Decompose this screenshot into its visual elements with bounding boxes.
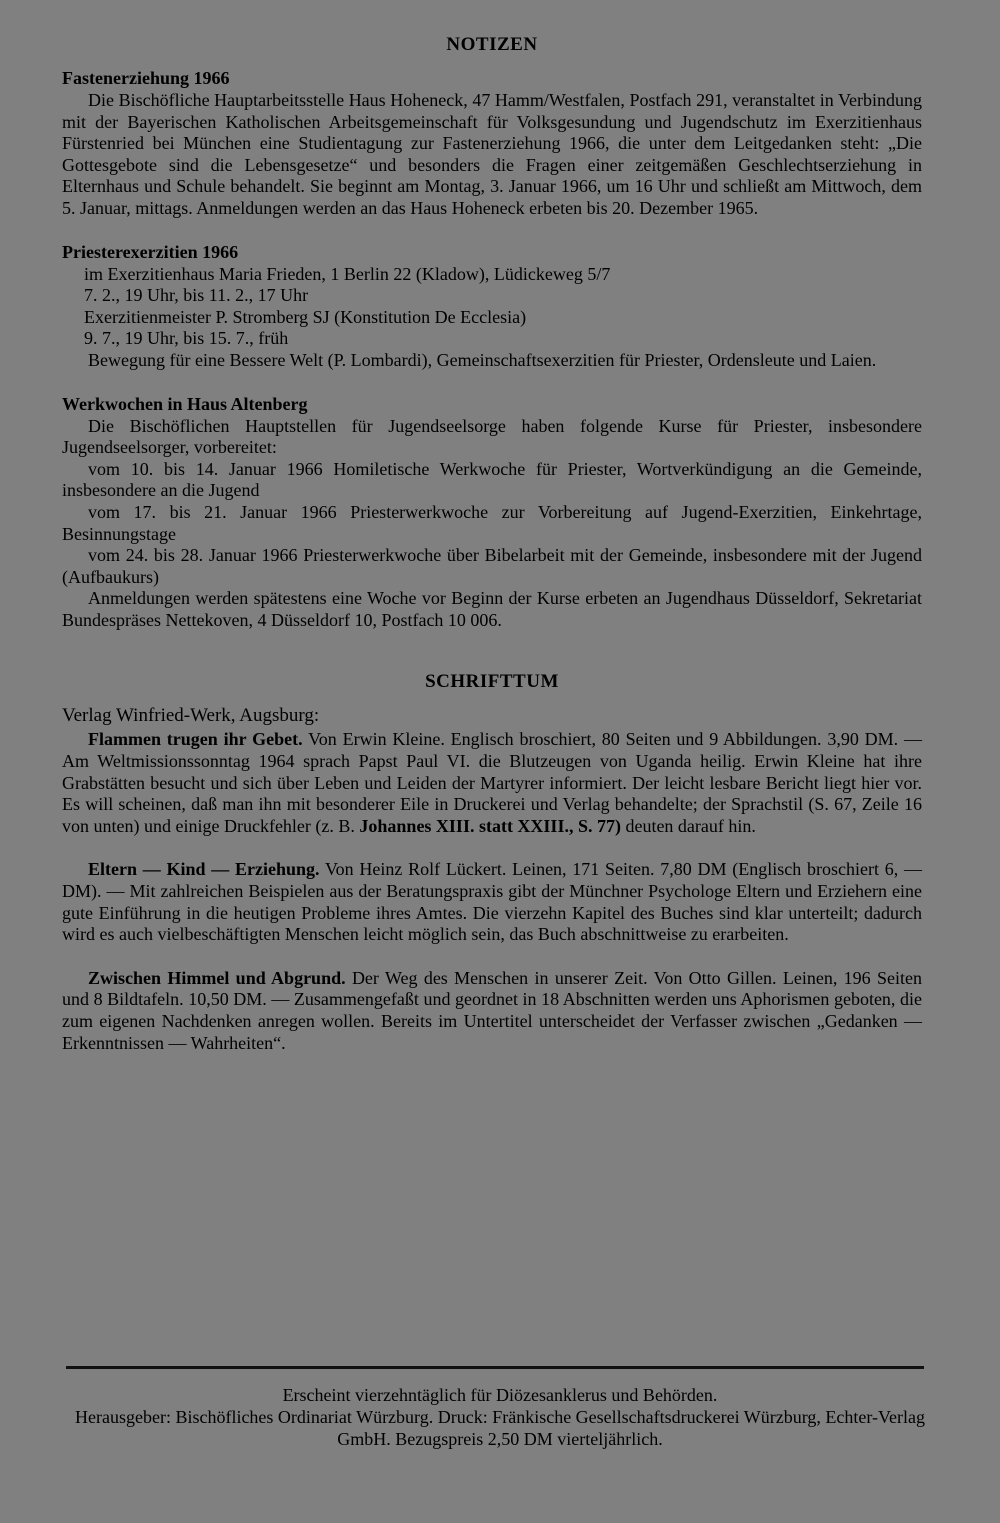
section-heading: Werkwochen in Haus Altenberg: [62, 393, 308, 414]
schedule-line: Exerzitienmeister P. Stromberg SJ (Konstitution De Ecclesia): [84, 306, 527, 327]
section-heading: Priesterexerzitien 1966: [62, 241, 239, 262]
footer-line: Herausgeber: Bischöfliches Ordinariat Würzburg. Druck: Fränkische Gesellschaftsdruckerei Würzburg, Echter-Verlag GmbH. Bezugspreis 2,50 DM vierteljährlich.: [75, 1407, 925, 1449]
section-fastenerziehung: [62, 68, 922, 220]
schedule-line: im Exerzitienhaus Maria Frieden, 1 Berlin 22 (Kladow), Lüdickeweg 5/7: [84, 263, 611, 284]
section-paragraph: Die Bischöfliche Hauptarbeitsstelle Haus Hoheneck, 47 Hamm/Westfalen, Postfach 291, veranstaltet in Verbindung mit der Bayerischen Katholischen Arbeitsgemeinschaft für Volksgesundung und Jugendschutz im Exerzitienhaus Fürstenried bei München eine Studientagung zur Fastenerziehung 1966, die unter dem Leitgedanken steht: „Die Gottesgebote sind die Lebensgesetze“ und besonders die Fragen einer zeitgemäßen Geschlechtserziehung in Elternhaus und Schule behandelt. Sie beginnt am Montag, 3. Januar 1966, um 16 Uhr und schließt am Mittwoch, dem 5. Januar, mittags. Anmeldungen werden an das Haus Hoheneck erbeten bis 20. Dezember 1965.: [62, 90, 922, 218]
book-text: Von Heinz Rolf Lückert. Leinen, 171 Seiten. 7,80 DM (Englisch broschiert 6, —DM). — Mit zahlreichen Beispielen aus der Beratungspraxis gibt der Münchner Psychologe Eltern und Erziehern eine gute Einführung in die heutigen Probleme ihres Amtes. Die vierzehn Kapitel des Buches sind klar unterteilt; dadurch wird es auch vielbeschäftigten Menschen leicht möglich sein, das Buch abschnittweise zu erarbeiten.: [62, 859, 922, 945]
imprint-footer: [62, 1384, 938, 1450]
section-heading: Fastenerziehung 1966: [62, 68, 230, 88]
course-paragraph: vom 17. bis 21. Januar 1966 Priesterwerkwoche zur Vorbereitung auf Jugend-Exerzitien, Einkehrtage, Besinnungstage: [62, 501, 922, 544]
schedule-line: 9. 7., 19 Uhr, bis 15. 7., früh: [84, 328, 289, 349]
footer-line: Erscheint vierzehntäglich für Diözesanklerus und Behörden.: [282, 1385, 718, 1405]
book-entry: [62, 859, 922, 945]
book-text: Der Weg des Menschen in unserer Zeit. Von Otto Gillen. Leinen, 196 Seiten und 8 Bildtafeln. 10,50 DM. — Zusammengefaßt und geordnet in 18 Abschnitten werden uns Aphorismen geboten, die zum eigenen Nachdenken anregen wollen. Bereits im Untertitel unterscheidet der Verfasser zwischen „Gedanken — Erkenntnissen — Wahrheiten“.: [62, 967, 922, 1053]
book-text-bold: Johannes XIII. statt XXIII., S. 77): [359, 815, 621, 836]
notizen-title: NOTIZEN: [446, 34, 538, 55]
section-priesterexerzitien: [62, 242, 922, 372]
schrifttum-title: SCHRIFTTUM: [425, 671, 559, 693]
publisher-line: Verlag Winfried-Werk, Augsburg:: [62, 705, 320, 727]
footer-divider: [66, 1366, 924, 1369]
book-entry: [62, 968, 922, 1054]
section-paragraph: Die Bischöflichen Hauptstellen für Jugendseelsorge haben folgende Kurse für Priester, insbesondere Jugendseelsorger, vorbereitet:: [62, 415, 922, 458]
section-werkwochen: [62, 394, 922, 632]
book-title: Flammen trugen ihr Gebet.: [88, 729, 303, 750]
course-paragraph: vom 10. bis 14. Januar 1966 Homiletische Werkwoche für Priester, Wortverkündigung an die Gemeinde, insbesondere an die Jugend: [62, 458, 922, 501]
course-paragraph: vom 24. bis 28. Januar 1966 Priesterwerkwoche über Bibelarbeit mit der Gemeinde, insbesondere mit der Jugend (Aufbaukurs): [62, 545, 922, 587]
section-paragraph: Bewegung für eine Bessere Welt (P. Lombardi), Gemeinschaftsexerzitien für Priester, Ordensleute und Laien.: [88, 349, 877, 370]
book-title: Eltern — Kind — Erziehung.: [88, 859, 320, 880]
book-text: Von Erwin Kleine. Englisch broschiert, 80 Seiten und 9 Abbildungen. 3,90 DM. — Am Weltmissionssonntag 1964 sprach Papst Paul VI. die Blutzeugen von Uganda heilig. Erwin Kleine hat ihre Grabstätten besucht und sich über Leben und Leiden der Martyrer informiert. Der leicht lesbare Bericht liegt hier vor. Es will scheinen, daß man ihn mit besonderer Eile in Druckerei und Verlag behandelte; der Sprachstil (S. 67, Zeile 16 von unten) und einige Druckfehler (z. B.: [62, 729, 922, 836]
book-title: Zwischen Himmel und Abgrund.: [88, 967, 346, 988]
book-text: deuten darauf hin.: [620, 815, 756, 836]
book-entry: [62, 729, 922, 837]
schedule-line: 7. 2., 19 Uhr, bis 11. 2., 17 Uhr: [84, 285, 309, 306]
section-paragraph: Anmeldungen werden spätestens eine Woche vor Beginn der Kurse erbeten an Jugendhaus Düsseldorf, Sekretariat Bundespräses Nettekoven, 4 Düsseldorf 10, Postfach 10 006.: [62, 588, 922, 630]
